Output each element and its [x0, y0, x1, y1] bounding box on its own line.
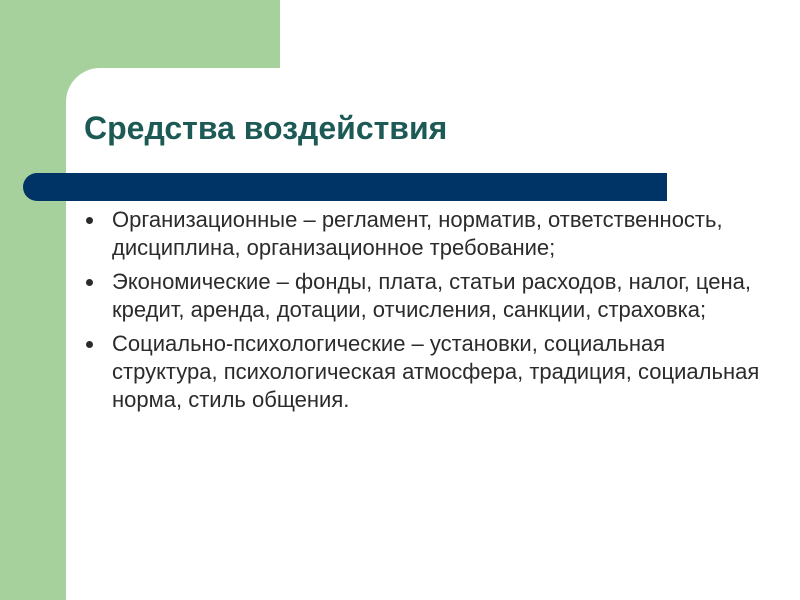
bullet-text: Социально-психологические – установки, социальная структура, психологическая атмосфера, традиция, социальная норма, стиль общения.	[112, 331, 760, 412]
bullet-list	[84, 206, 764, 420]
title-underline-bar	[23, 173, 667, 201]
bullet-item-socio-psychological	[84, 330, 764, 414]
bullet-dot-icon	[86, 217, 93, 224]
decorative-green-strip	[0, 0, 66, 600]
bullet-item-economic	[84, 268, 764, 324]
bullet-text: Экономические – фонды, плата, статьи расходов, налог, цена, кредит, аренда, дотации, отчисления, санкции, страховка;	[112, 269, 752, 322]
slide-title: Средства воздействия	[84, 110, 448, 146]
bullet-item-organizational	[84, 206, 764, 262]
bullet-dot-icon	[86, 279, 93, 286]
bullet-dot-icon	[86, 341, 93, 348]
bullet-text: Организационные – регламент, норматив, ответственность, дисциплина, организационное требование;	[112, 207, 723, 260]
